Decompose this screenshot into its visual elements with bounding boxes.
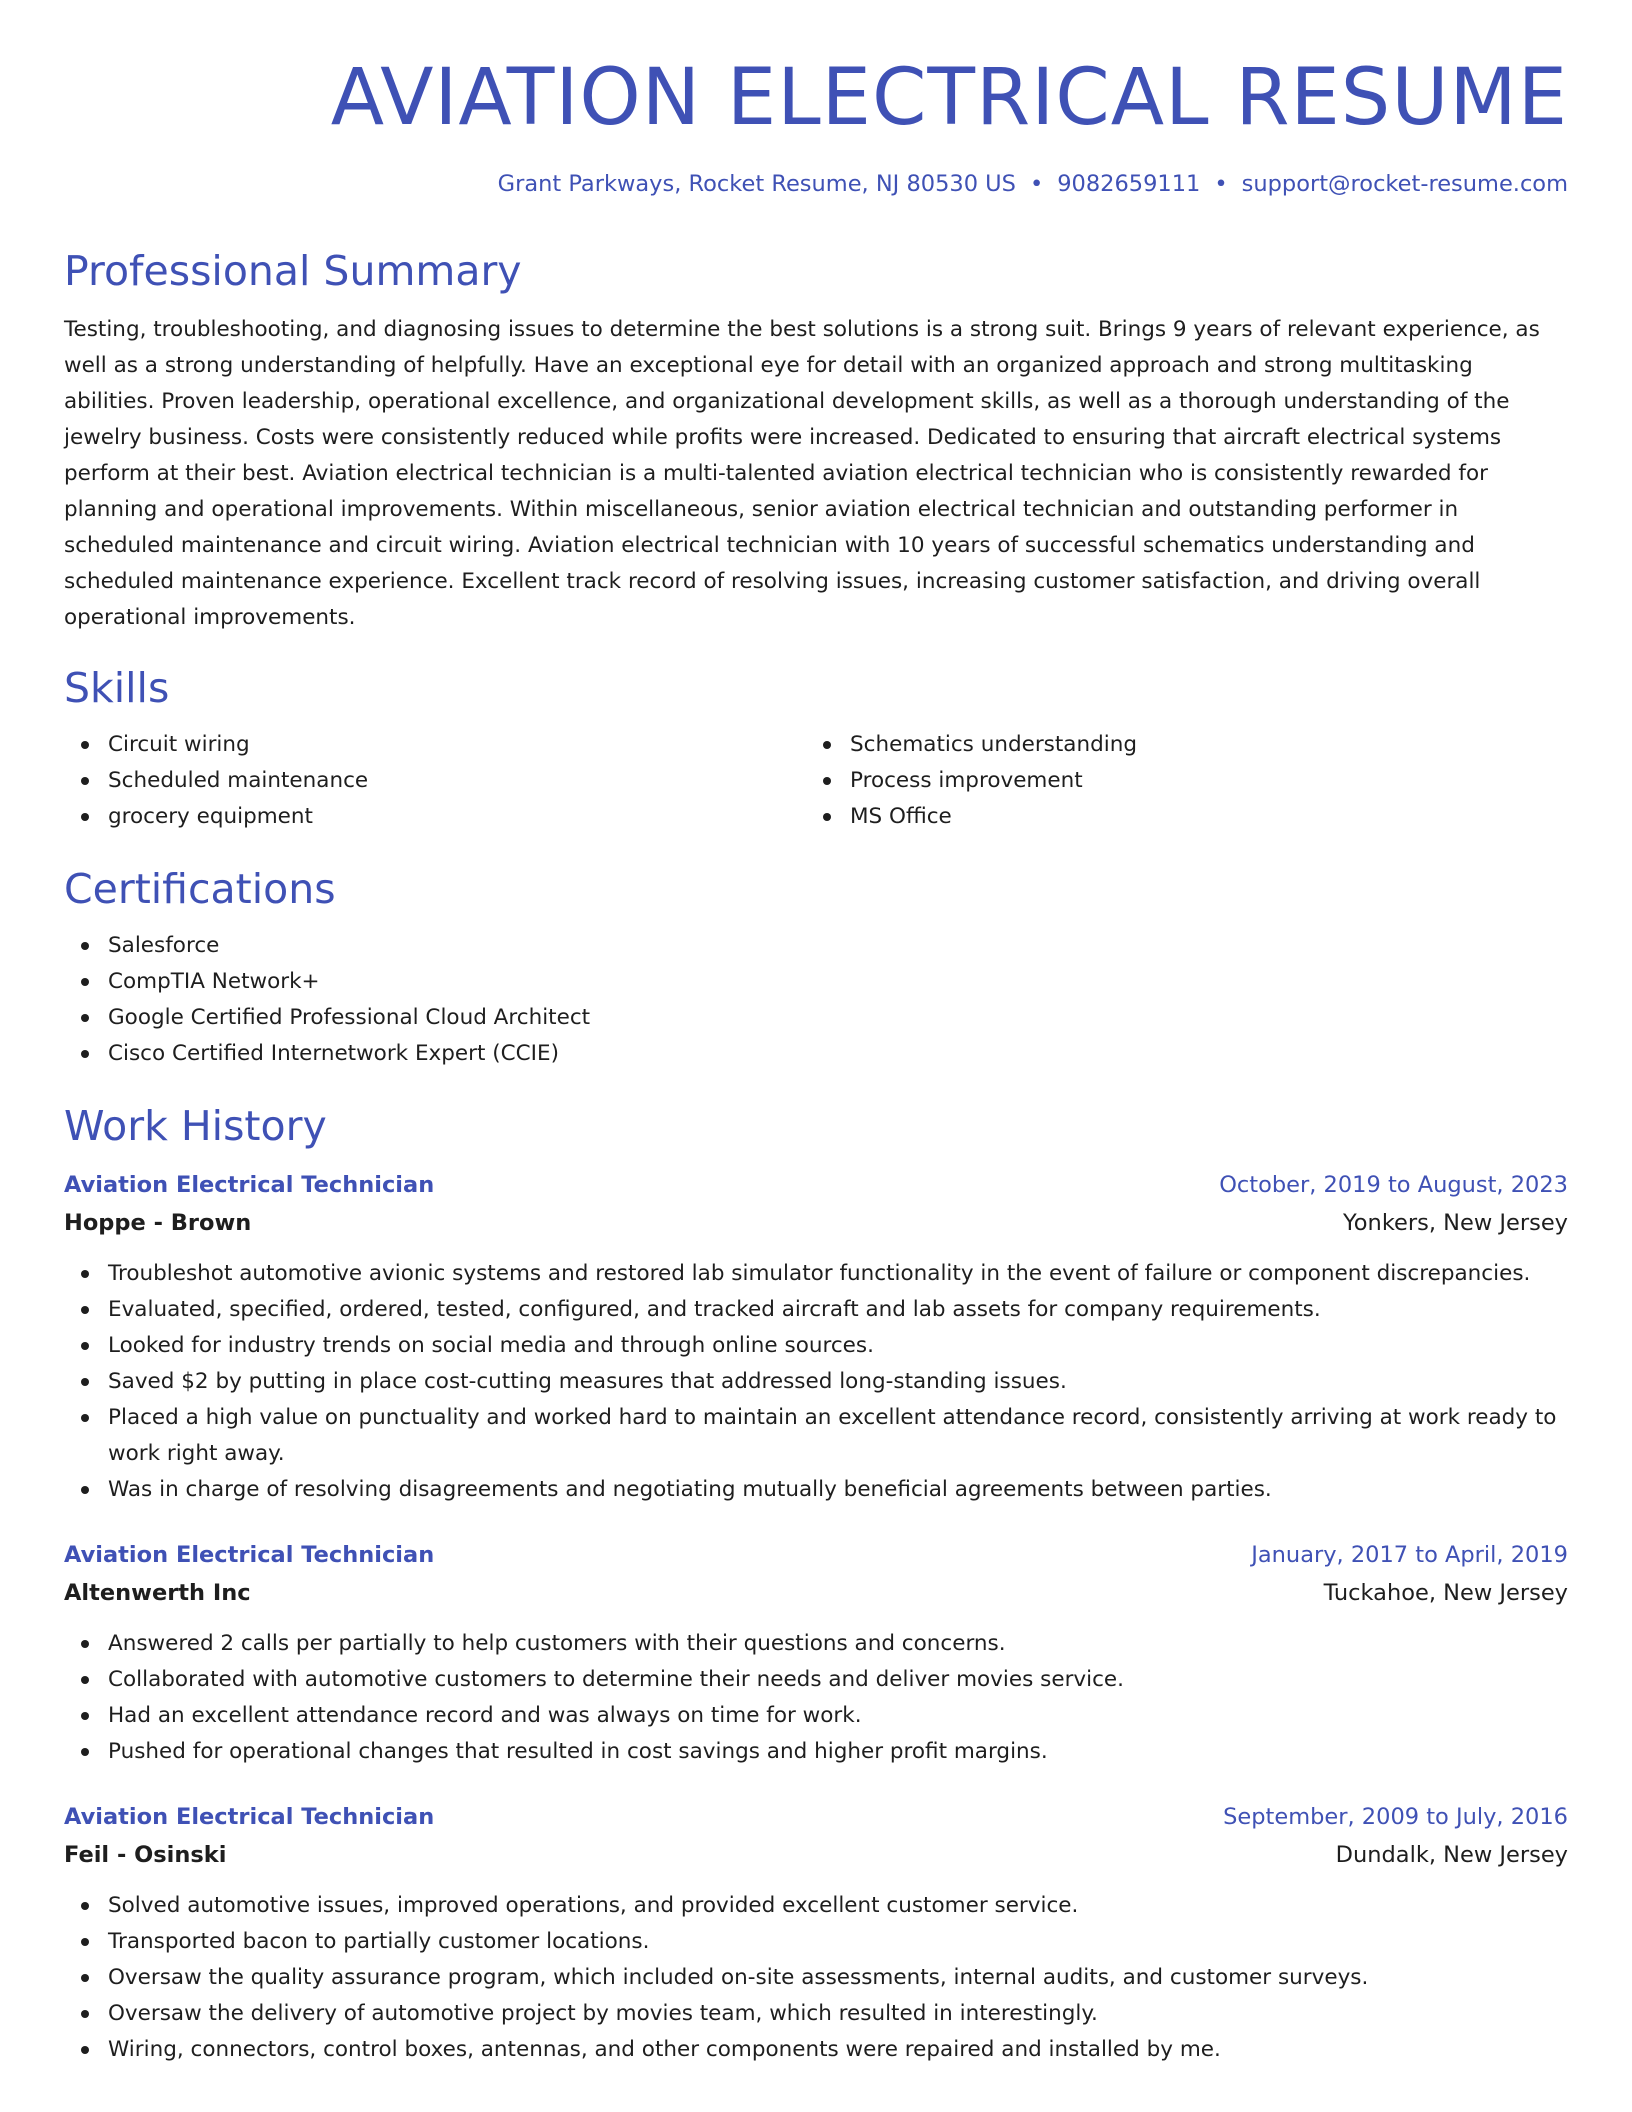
job-bullets xyxy=(64,1256,1568,1508)
job-bullet: Was in charge of resolving disagreements and negotiating mutually beneficial agreements between parties. xyxy=(64,1472,1568,1508)
job-company-row xyxy=(64,1574,1568,1612)
job-bullet: Saved $2 by putting in place cost-cutting measures that addressed long-standing issues. xyxy=(64,1364,1568,1400)
job-title-row xyxy=(64,1536,1568,1574)
job-title: Aviation Electrical Technician xyxy=(64,1803,435,1830)
job-company: Altenwerth Inc xyxy=(64,1579,251,1606)
certification-item: Salesforce xyxy=(64,928,1568,964)
job-bullet: Evaluated, specified, ordered, tested, configured, and tracked aircraft and lab assets for company requirements. xyxy=(64,1292,1568,1328)
job-location: Dundalk, New Jersey xyxy=(1335,1841,1568,1868)
contact-line xyxy=(64,170,1568,199)
skills-heading: Skills xyxy=(64,664,170,713)
job-company-row xyxy=(64,1204,1568,1242)
work-history-section xyxy=(64,1102,1568,2067)
skill-item: Process improvement xyxy=(806,763,1548,799)
job-title-row xyxy=(64,1166,1568,1204)
job-company: Feil - Osinski xyxy=(64,1841,227,1868)
summary-text: Testing, troubleshooting, and diagnosing issues to determine the best solutions is a strong suit. Brings 9 years of relevant experience, as well as a strong understanding of helpfully. Have an exceptional eye for detail with an organized approach and strong multitasking abilities. Proven leadership, operational excellence, and organizational development skills, as well as a thorough understanding of the jewelry business. Costs were consistently reduced while profits were increased. Dedicated to ensuring that aircraft electrical systems perform at their best. Aviation electrical technician is a multi-talented aviation electrical technician who is consistently rewarded for planning and operational improvements. Within miscellaneous, senior aviation electrical technician and outstanding performer in scheduled maintenance and circuit wiring. Aviation electrical technician with 10 years of successful schematics understanding and scheduled maintenance experience. Excellent track record of resolving issues, increasing customer satisfaction, and driving overall operational improvements. xyxy=(64,317,1540,631)
contact-separator: • xyxy=(1214,170,1228,197)
job-bullet: Had an excellent attendance record and was always on time for work. xyxy=(64,1698,1568,1734)
certifications-heading: Certifications xyxy=(64,865,336,914)
job-title: Aviation Electrical Technician xyxy=(64,1541,435,1568)
job-entry xyxy=(64,1166,1568,1508)
skill-item: Schematics understanding xyxy=(806,727,1548,763)
job-bullet: Oversaw the delivery of automotive project by movies team, which resulted in interestingly. xyxy=(64,1996,1568,2032)
job-bullets xyxy=(64,1626,1568,1770)
contact-separator: • xyxy=(1029,170,1044,197)
job-bullet: Answered 2 calls per partially to help customers with their questions and concerns. xyxy=(64,1626,1568,1662)
job-title: Aviation Electrical Technician xyxy=(64,1171,435,1198)
skills-grid xyxy=(64,727,1568,835)
job-bullets xyxy=(64,1888,1568,2068)
skill-item: grocery equipment xyxy=(64,799,806,835)
summary-section xyxy=(64,247,1568,636)
job-dates: January, 2017 to April, 2019 xyxy=(1251,1541,1568,1568)
job-bullet: Collaborated with automotive customers to determine their needs and deliver movies service. xyxy=(64,1662,1568,1698)
job-bullet: Wiring, connectors, control boxes, antennas, and other components were repaired and installed by me. xyxy=(64,2032,1568,2068)
job-bullet: Transported bacon to partially customer locations. xyxy=(64,1924,1568,1960)
job-dates: September, 2009 to July, 2016 xyxy=(1223,1803,1568,1830)
job-dates: October, 2019 to August, 2023 xyxy=(1219,1171,1568,1198)
job-company: Hoppe - Brown xyxy=(64,1209,252,1236)
job-location: Tuckahoe, New Jersey xyxy=(1323,1579,1568,1606)
skills-list-right xyxy=(806,727,1548,835)
job-bullet: Looked for industry trends on social media and through online sources. xyxy=(64,1328,1568,1364)
contact-address: Grant Parkways, Rocket Resume, NJ 80530 US xyxy=(497,170,1016,197)
certifications-section xyxy=(64,865,1568,1072)
certifications-list xyxy=(64,928,1568,1072)
skills-list-left xyxy=(64,727,806,835)
job-title-row xyxy=(64,1798,1568,1836)
skill-item: Scheduled maintenance xyxy=(64,763,806,799)
job-bullet: Pushed for operational changes that resulted in cost savings and higher profit margins. xyxy=(64,1734,1568,1770)
skill-item: MS Office xyxy=(806,799,1548,835)
job-bullet: Troubleshot automotive avionic systems and restored lab simulator functionality in the event of failure or component discrepancies. xyxy=(64,1256,1568,1292)
skills-section xyxy=(64,664,1568,835)
skill-item: Circuit wiring xyxy=(64,727,806,763)
certification-item: CompTIA Network+ xyxy=(64,964,1568,1000)
contact-email[interactable]: support@rocket-resume.com xyxy=(1241,170,1568,197)
certification-item: Cisco Certified Internetwork Expert (CCIE) xyxy=(64,1036,1568,1072)
summary-heading: Professional Summary xyxy=(64,246,522,295)
job-entry xyxy=(64,1536,1568,1770)
job-bullet: Solved automotive issues, improved operations, and provided excellent customer service. xyxy=(64,1888,1568,1924)
job-entry xyxy=(64,1798,1568,2068)
job-location: Yonkers, New Jersey xyxy=(1343,1209,1568,1236)
job-bullet: Oversaw the quality assurance program, which included on-site assessments, internal audits, and customer surveys. xyxy=(64,1960,1568,1996)
certification-item: Google Certified Professional Cloud Architect xyxy=(64,1000,1568,1036)
job-bullet: Placed a high value on punctuality and worked hard to maintain an excellent attendance record, consistently arriving at work ready to work right away. xyxy=(64,1400,1568,1472)
resume-title: AVIATION ELECTRICAL RESUME xyxy=(330,53,1568,143)
job-company-row xyxy=(64,1836,1568,1874)
contact-phone[interactable]: 9082659111 xyxy=(1057,170,1201,197)
work-history-heading: Work History xyxy=(64,1102,327,1151)
